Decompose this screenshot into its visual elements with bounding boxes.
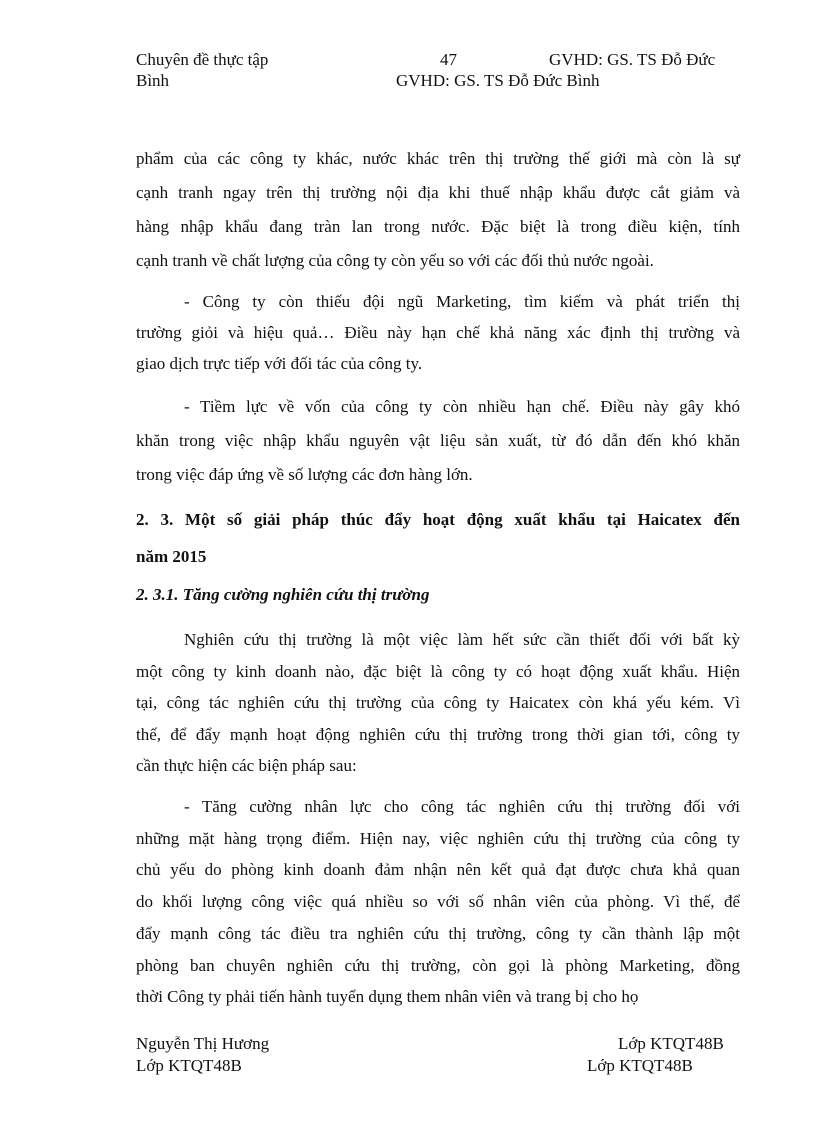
paragraph-line: do khối lượng công việc quá nhiều so với số nhân viên của phòng. Vì thế, để: [136, 892, 740, 912]
section-heading-line: 2. 3. Một số giải pháp thúc đẩy hoạt động xuất khẩu tại Haicatex đến: [136, 510, 740, 529]
paragraph-line: - Công ty còn thiếu đội ngũ Marketing, tìm kiếm và phát triển thị: [184, 292, 740, 311]
subsection-heading: 2. 3.1. Tăng cường nghiên cứu thị trường: [136, 585, 430, 604]
header-right-line2: GVHD: GS. TS Đỗ Đức Bình: [396, 71, 600, 90]
paragraph-3: [136, 390, 740, 492]
paragraph-line: thời Công ty phải tiến hành tuyển dụng them nhân viên và trang bị cho họ: [136, 987, 639, 1007]
paragraph-line: phòng ban chuyên nghiên cứu thị trường, còn gọi là phòng Marketing, đồng: [136, 955, 740, 975]
paragraph-line: cạnh tranh về chất lượng của công ty còn yếu so với các đối thủ nước ngoài.: [136, 251, 654, 270]
paragraph-line: tại, công tác nghiên cứu thị trường của công ty Haicatex còn khá yếu kém. Vì: [136, 693, 740, 712]
section-heading: [136, 501, 740, 575]
paragraph-1: [136, 142, 740, 278]
header-left-line2: Bình: [136, 71, 170, 90]
paragraph-line: khăn trong việc nhập khẩu nguyên vật liệu sản xuất, từ đó dẫn đến khó khăn: [136, 431, 740, 450]
paragraph-line: thế, để đẩy mạnh hoạt động nghiên cứu thị trường trong thời gian tới, công ty: [136, 724, 740, 744]
paragraph-line: - Tăng cường nhân lực cho công tác nghiên cứu thị trường đối với: [184, 797, 740, 816]
paragraph-line: cần thực hiện các biện pháp sau:: [136, 756, 357, 775]
footer-right-line1: Lớp KTQT48B: [618, 1034, 724, 1053]
paragraph-line: trong việc đáp ứng về số lượng các đơn hàng lớn.: [136, 465, 473, 484]
header-left-line1: Chuyên đề thực tập: [136, 50, 269, 69]
paragraph-line: Nghiên cứu thị trường là một việc làm hết sức cần thiết đối với bất kỳ: [184, 630, 740, 649]
paragraph-line: hàng nhập khẩu đang tràn lan trong nước. Đặc biệt là trong điều kiện, tính: [136, 217, 740, 236]
section-heading-line: năm 2015: [136, 547, 207, 566]
header-right-line1: GVHD: GS. TS Đỗ Đức: [549, 50, 716, 69]
footer-left-line2: Lớp KTQT48B: [136, 1056, 242, 1075]
page-number: 47: [440, 50, 457, 69]
paragraph-line: những mặt hàng trọng điểm. Hiện nay, việc nghiên cứu thị trường của công ty: [136, 828, 740, 848]
paragraph-line: cạnh tranh ngay trên thị trường nội địa khi thuế nhập khẩu được cắt giảm và: [136, 183, 740, 202]
paragraph-4: [136, 624, 740, 782]
paragraph-line: phẩm của các công ty khác, nước khác trên thị trường thế giới mà còn là sự: [136, 149, 740, 168]
paragraph-2: [136, 286, 740, 379]
paragraph-5: [136, 791, 740, 1013]
paragraph-line: đẩy mạnh công tác điều tra nghiên cứu thị trường, công ty cần thành lập một: [136, 923, 740, 943]
paragraph-line: - Tiềm lực về vốn của công ty còn nhiều hạn chế. Điều này gây khó: [184, 397, 740, 416]
paragraph-line: trường giỏi và hiệu quả… Điều này hạn chế khả năng xác định thị trường và: [136, 323, 740, 342]
footer-left-line1: Nguyễn Thị Hương: [136, 1034, 270, 1053]
paragraph-line: một công ty kinh doanh nào, đặc biệt là công ty có hoạt động xuất khẩu. Hiện: [136, 661, 740, 681]
footer-right-line2: Lớp KTQT48B: [587, 1056, 693, 1075]
paragraph-line: giao dịch trực tiếp với đối tác của công ty.: [136, 354, 423, 373]
paragraph-line: chủ yếu do phòng kinh doanh đảm nhận nên kết quả đạt được chưa khả quan: [136, 860, 740, 880]
